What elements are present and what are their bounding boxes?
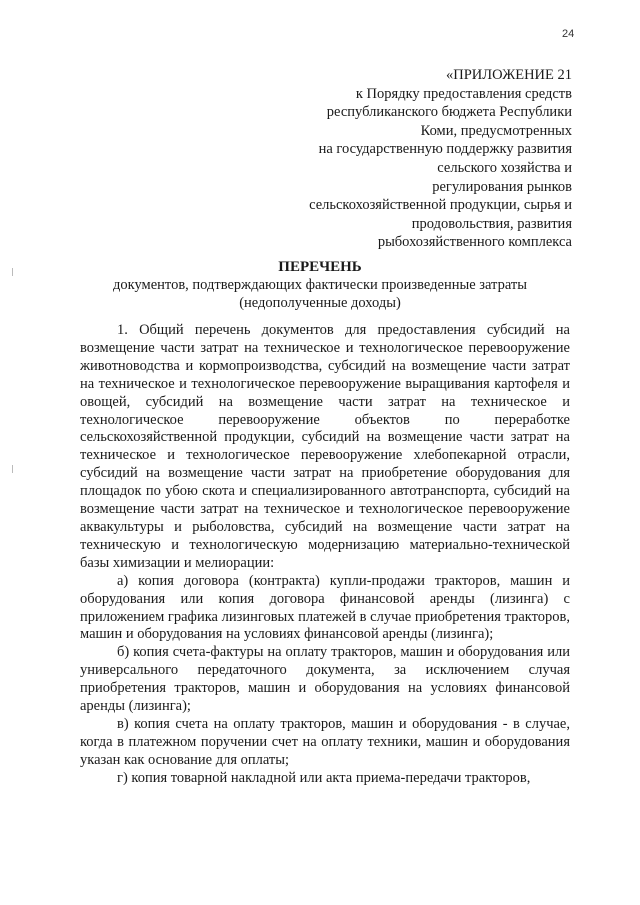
paragraph-item-b: б) копия счета-фактуры на оплату тракторов, машин и оборудования или универсального передаточного документа, за исключением случая приобретения тракторов, машин и оборудования на условиях финансовой аренды (лизинга); (80, 644, 570, 715)
scan-mark (12, 465, 13, 473)
appendix-line: сельскохозяйственной продукции, сырья и (309, 197, 572, 214)
appendix-line: продовольствия, развития (411, 215, 572, 232)
paragraph-item-d: г) копия товарной накладной или акта приема-передачи тракторов, (117, 769, 531, 786)
subtitle-line: (недополученные доходы) (239, 294, 401, 311)
paragraph-general-list: 1. Общий перечень документов для предоставления субсидий на возмещение части затрат на техническое и технологическое перевооружение животноводства и кормопроизводства, субсидий на возмещение части затрат на техническое и технологическое перевооружение выращивания картофеля и овощей, субсидий на возмещение части затрат на техническое и технологическое перевооружение объектов по переработке сельскохозяйственной продукции, субсидий на возмещение части затрат на техническое и технологическое перевооружение хлебопекарной отрасли, субсидий на возмещение части затрат на приобретение оборудования для площадок по убою скота и специализированного автотранспорта, субсидий на возмещение части затрат на техническое и технологическое перевооружение аквакультуры и рыболовства, субсидий на возмещение части затрат на техническую и технологическую модернизацию материально-технической базы химизации и мелиорации: (80, 322, 570, 571)
scan-mark (12, 268, 13, 276)
appendix-line: республиканского бюджета Республики (326, 104, 572, 121)
document-subtitle (0, 277, 640, 312)
appendix-line: регулирования рынков (432, 178, 572, 195)
appendix-header (272, 66, 572, 252)
page-number: 24 (562, 28, 575, 40)
appendix-line: сельского хозяйства и (437, 159, 572, 176)
appendix-line: рыбохозяйственного комплекса (377, 234, 572, 251)
paragraph-item-a: а) копия договора (контракта) купли-продажи тракторов, машин и оборудования или копия договора финансовой аренды (лизинга) с приложением графика лизинговых платежей в случае приобретения тракторов, машин и оборудования на условиях финансовой аренды (лизинга); (80, 572, 570, 643)
appendix-line: к Порядку предоставления средств (355, 85, 572, 102)
appendix-line: Коми, предусмотренных (420, 122, 572, 139)
subtitle-line: документов, подтверждающих фактически произведенные затраты (113, 277, 527, 293)
appendix-line: «ПРИЛОЖЕНИЕ 21 (446, 67, 572, 83)
appendix-line: на государственную поддержку развития (318, 141, 572, 158)
paragraph-item-c: в) копия счета на оплату тракторов, машин и оборудования - в случае, когда в платежном поручении счет на оплату техники, машин и оборудования указан как основание для оплаты; (80, 715, 570, 768)
document-body (80, 322, 570, 788)
document-title: ПЕРЕЧЕНЬ (278, 259, 362, 275)
